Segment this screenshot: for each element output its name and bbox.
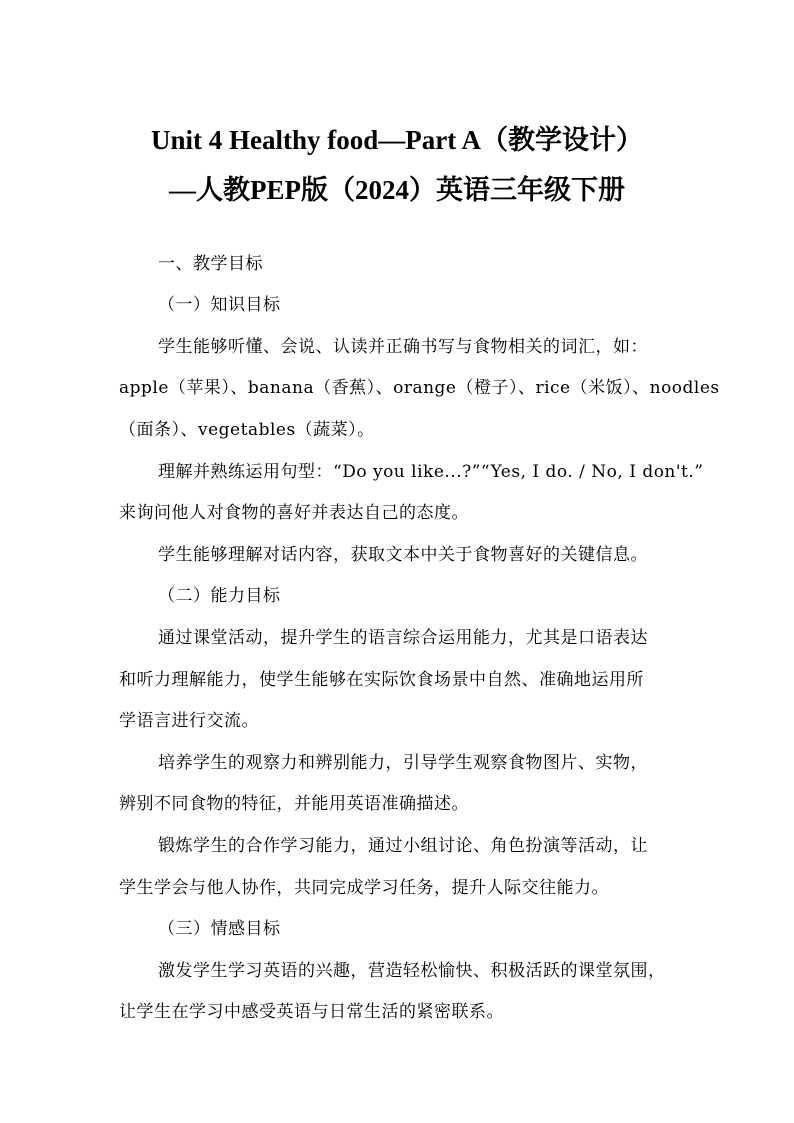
paragraph-line: 培养学生的观察力和辨别能力，引导学生观察食物图片、实物， — [158, 753, 648, 773]
subheading-knowledge-objectives: （一）知识目标 — [158, 295, 281, 315]
paragraph-line: 来询问他人对食物的喜好并表达自己的态度。 — [119, 503, 469, 523]
paragraph-line: 理解并熟练运用句型：“Do you like...?”“Yes, I do. / No, I don't.” — [158, 462, 704, 482]
paragraph-line: 学生能够理解对话内容，获取文本中关于食物喜好的关键信息。 — [158, 545, 648, 565]
document-title-line-1: Unit 4 Healthy food—Part A（教学设计） — [151, 125, 643, 155]
document-title-line-2: —人教PEP版（2024）英语三年级下册 — [169, 175, 625, 205]
section-heading-teaching-objectives: 一、教学目标 — [158, 254, 263, 274]
paragraph-line: 和听力理解能力，使学生能够在实际饮食场景中自然、准确地运用所 — [119, 670, 644, 690]
paragraph-line: 让学生在学习中感受英语与日常生活的紧密联系。 — [119, 1002, 504, 1022]
subheading-emotional-objectives: （三）情感目标 — [158, 919, 281, 939]
paragraph-line: 学生学会与他人协作，共同完成学习任务，提升人际交往能力。 — [119, 878, 609, 898]
paragraph-line: 学生能够听懂、会说、认读并正确书写与食物相关的词汇，如： — [158, 337, 648, 357]
paragraph-line: apple（苹果）、banana（香蕉）、orange（橙子）、rice（米饭）、noodles — [119, 378, 720, 398]
paragraph-line: 激发学生学习英语的兴趣，营造轻松愉快、积极活跃的课堂氛围， — [158, 961, 666, 981]
subheading-ability-objectives: （二）能力目标 — [158, 586, 281, 606]
paragraph-line: （面条）、vegetables（蔬菜）。 — [119, 420, 375, 440]
paragraph-line: 通过课堂活动，提升学生的语言综合运用能力，尤其是口语表达 — [158, 628, 648, 648]
paragraph-line: 辨别不同食物的特征，并能用英语准确描述。 — [119, 794, 469, 814]
paragraph-line: 锻炼学生的合作学习能力，通过小组讨论、角色扮演等活动，让 — [158, 836, 648, 856]
paragraph-line: 学语言进行交流。 — [119, 711, 259, 731]
